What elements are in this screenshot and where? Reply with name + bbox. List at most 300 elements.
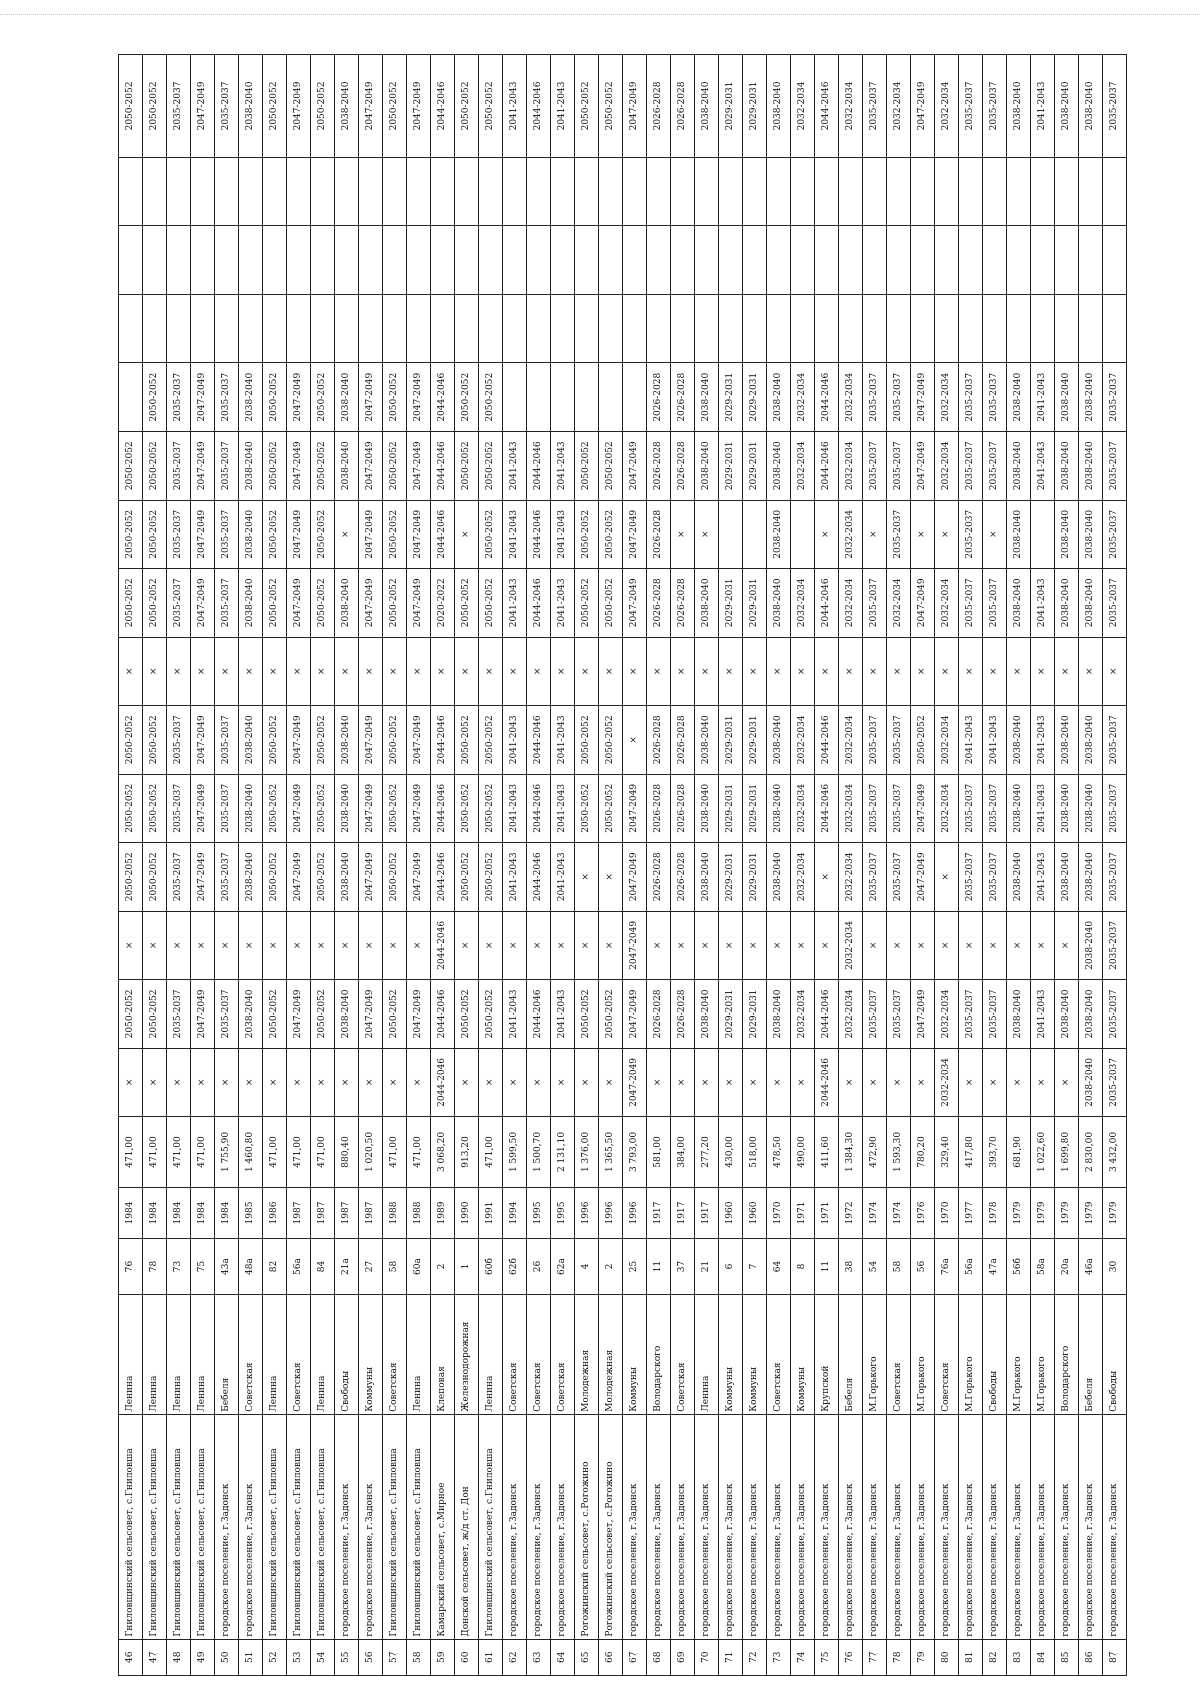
table-cell: 2038-2040 bbox=[239, 843, 263, 912]
table-cell: 2044-2046 bbox=[815, 55, 839, 158]
table-cell: 2035-2037 bbox=[983, 843, 1007, 912]
table-cell: 2032-2034 bbox=[791, 569, 815, 638]
repair-schedule-table bbox=[118, 54, 1127, 1676]
table-cell: × bbox=[359, 911, 383, 980]
table-cell: 55 bbox=[335, 1639, 359, 1675]
table-cell: 1988 bbox=[383, 1187, 407, 1238]
table-cell: 79 bbox=[911, 1639, 935, 1675]
table-cell: 11 bbox=[815, 1239, 839, 1295]
table-cell: 2050-2052 bbox=[143, 774, 167, 843]
table-cell: 2038-2040 bbox=[1055, 980, 1079, 1049]
table-row bbox=[215, 55, 239, 1676]
table-cell: 2029-2031 bbox=[743, 55, 767, 158]
table-cell: × bbox=[1103, 637, 1127, 706]
table-cell: 60б bbox=[479, 1239, 503, 1295]
table-cell: × bbox=[407, 637, 431, 706]
table-row bbox=[863, 55, 887, 1676]
table-cell: 2029-2031 bbox=[743, 774, 767, 843]
table-cell: 54 bbox=[863, 1239, 887, 1295]
table-cell: 2050-2052 bbox=[455, 569, 479, 638]
table-cell: × bbox=[935, 843, 959, 912]
table-cell: 2050-2052 bbox=[311, 774, 335, 843]
table-cell bbox=[119, 157, 143, 226]
table-cell bbox=[647, 294, 671, 363]
table-cell: 2050-2052 bbox=[263, 843, 287, 912]
table-cell bbox=[911, 226, 935, 295]
table-cell: 2035-2037 bbox=[167, 432, 191, 501]
table-cell: 2041-2043 bbox=[551, 432, 575, 501]
table-cell: 56 bbox=[911, 1239, 935, 1295]
table-cell bbox=[959, 294, 983, 363]
table-cell: × bbox=[599, 637, 623, 706]
table-cell: 2035-2037 bbox=[863, 55, 887, 158]
table-cell: 54 bbox=[311, 1639, 335, 1675]
table-cell: городское поселение, г.Задонск bbox=[215, 1414, 239, 1639]
table-cell: 2050-2052 bbox=[575, 706, 599, 775]
table-cell: × bbox=[335, 500, 359, 569]
table-cell: 2032-2034 bbox=[935, 432, 959, 501]
table-cell bbox=[287, 294, 311, 363]
table-cell: 2050-2052 bbox=[383, 363, 407, 432]
table-cell bbox=[191, 157, 215, 226]
table-cell: 2050-2052 bbox=[311, 980, 335, 1049]
table-cell: 2050-2052 bbox=[143, 569, 167, 638]
table-cell: 2047-2049 bbox=[911, 55, 935, 158]
table-cell: × bbox=[503, 911, 527, 980]
table-cell: 2047-2049 bbox=[287, 843, 311, 912]
table-cell: 2044-2046 bbox=[431, 911, 455, 980]
table-row bbox=[191, 55, 215, 1676]
table-cell: × bbox=[455, 911, 479, 980]
table-cell: 2044-2046 bbox=[815, 706, 839, 775]
table-cell: × bbox=[695, 500, 719, 569]
table-cell: 84 bbox=[1031, 1639, 1055, 1675]
table-cell: 411,60 bbox=[815, 1117, 839, 1188]
table-cell bbox=[575, 157, 599, 226]
table-cell: 518,00 bbox=[743, 1117, 767, 1188]
table-cell: 2038-2040 bbox=[767, 843, 791, 912]
table-cell: 2041-2043 bbox=[983, 706, 1007, 775]
table-cell bbox=[983, 294, 1007, 363]
table-cell: 62а bbox=[551, 1239, 575, 1295]
table-cell: 2041-2043 bbox=[551, 55, 575, 158]
table-cell bbox=[599, 226, 623, 295]
table-cell: 2047-2049 bbox=[287, 980, 311, 1049]
table-cell: 1960 bbox=[719, 1187, 743, 1238]
table-cell: 2044-2046 bbox=[527, 569, 551, 638]
table-cell: 2035-2037 bbox=[959, 500, 983, 569]
table-row bbox=[623, 55, 647, 1676]
table-cell: × bbox=[863, 637, 887, 706]
table-cell: 1987 bbox=[335, 1187, 359, 1238]
table-cell: 2041-2043 bbox=[551, 706, 575, 775]
table-cell: × bbox=[455, 1048, 479, 1117]
table-cell bbox=[359, 226, 383, 295]
table-cell: 2035-2037 bbox=[887, 980, 911, 1049]
table-cell: 2038-2040 bbox=[695, 980, 719, 1049]
table-cell: М.Горького bbox=[1007, 1294, 1031, 1414]
table-cell: 2035-2037 bbox=[983, 55, 1007, 158]
table-cell: 2035-2037 bbox=[959, 363, 983, 432]
table-cell bbox=[479, 157, 503, 226]
table-cell: 2050-2052 bbox=[599, 980, 623, 1049]
table-cell: 2044-2046 bbox=[431, 363, 455, 432]
table-cell: 2047-2049 bbox=[407, 774, 431, 843]
table-cell: × bbox=[695, 1048, 719, 1117]
table-cell: городское поселение, г.Задонск bbox=[791, 1414, 815, 1639]
table-cell: × bbox=[143, 911, 167, 980]
table-cell: 2050-2052 bbox=[383, 55, 407, 158]
table-cell: 2041-2043 bbox=[503, 432, 527, 501]
table-cell: 2038-2040 bbox=[239, 980, 263, 1049]
table-cell: × bbox=[983, 911, 1007, 980]
table-cell: 1996 bbox=[599, 1187, 623, 1238]
table-cell: 2047-2049 bbox=[407, 569, 431, 638]
table-row bbox=[527, 55, 551, 1676]
table-cell: 2038-2040 bbox=[1079, 432, 1103, 501]
table-row bbox=[911, 55, 935, 1676]
table-cell: 2050-2052 bbox=[263, 980, 287, 1049]
table-cell: 1960 bbox=[743, 1187, 767, 1238]
table-cell: 56б bbox=[1007, 1239, 1031, 1295]
table-cell: 2038-2040 bbox=[335, 569, 359, 638]
table-cell: 1 699,80 bbox=[1055, 1117, 1079, 1188]
table-cell: 2044-2046 bbox=[815, 1048, 839, 1117]
table-cell bbox=[143, 226, 167, 295]
table-cell: Гниловщинский сельсовет, с.Гниловша bbox=[263, 1414, 287, 1639]
table-cell bbox=[311, 294, 335, 363]
table-cell: 2038-2040 bbox=[1079, 1048, 1103, 1117]
table-cell: 48 bbox=[167, 1639, 191, 1675]
table-cell: городское поселение, г.Задонск bbox=[935, 1414, 959, 1639]
table-cell: 2047-2049 bbox=[191, 55, 215, 158]
table-cell bbox=[1007, 294, 1031, 363]
table-cell bbox=[407, 226, 431, 295]
table-cell: 2038-2040 bbox=[1007, 55, 1031, 158]
table-cell bbox=[959, 157, 983, 226]
table-cell: Железнодорожная bbox=[455, 1294, 479, 1414]
table-cell: Свободы bbox=[1103, 1294, 1127, 1414]
table-cell: 1994 bbox=[503, 1187, 527, 1238]
table-cell bbox=[143, 294, 167, 363]
table-cell: 2035-2037 bbox=[1103, 911, 1127, 980]
table-cell bbox=[575, 363, 599, 432]
table-cell: 2041-2043 bbox=[551, 774, 575, 843]
table-cell: городское поселение, г.Задонск bbox=[743, 1414, 767, 1639]
table-cell: М.Горького bbox=[863, 1294, 887, 1414]
table-cell: 11 bbox=[647, 1239, 671, 1295]
table-cell: × bbox=[959, 637, 983, 706]
table-cell: × bbox=[1055, 911, 1079, 980]
table-cell: 880,40 bbox=[335, 1117, 359, 1188]
table-row bbox=[1031, 55, 1055, 1676]
table-cell: 2038-2040 bbox=[239, 569, 263, 638]
table-cell: Молодежная bbox=[599, 1294, 623, 1414]
table-cell: × bbox=[743, 911, 767, 980]
table-cell: × bbox=[671, 637, 695, 706]
table-cell: Гниловщинский сельсовет, с.Гниловша bbox=[479, 1414, 503, 1639]
table-cell: 2032-2034 bbox=[839, 980, 863, 1049]
table-cell bbox=[911, 157, 935, 226]
table-cell: 2038-2040 bbox=[335, 55, 359, 158]
table-cell: 2038-2040 bbox=[1079, 706, 1103, 775]
table-cell bbox=[503, 157, 527, 226]
table-cell: 2038-2040 bbox=[1055, 569, 1079, 638]
table-cell: 67 bbox=[623, 1639, 647, 1675]
table-cell: × bbox=[935, 637, 959, 706]
table-cell: 2032-2034 bbox=[839, 706, 863, 775]
table-cell: × bbox=[1055, 637, 1079, 706]
table-cell: Ленина bbox=[407, 1294, 431, 1414]
table-cell: 2032-2034 bbox=[839, 911, 863, 980]
table-cell: 2050-2052 bbox=[383, 774, 407, 843]
table-cell bbox=[359, 294, 383, 363]
table-cell: 2035-2037 bbox=[1103, 980, 1127, 1049]
table-cell: × bbox=[383, 637, 407, 706]
table-cell bbox=[383, 226, 407, 295]
table-row bbox=[767, 55, 791, 1676]
table-cell: 49 bbox=[191, 1639, 215, 1675]
table-cell: 2050-2052 bbox=[263, 569, 287, 638]
table-cell bbox=[1079, 157, 1103, 226]
table-cell: 2035-2037 bbox=[887, 500, 911, 569]
table-cell: 2047-2049 bbox=[359, 55, 383, 158]
table-cell: 2035-2037 bbox=[215, 569, 239, 638]
table-cell: 2038-2040 bbox=[767, 706, 791, 775]
table-cell: 2038-2040 bbox=[695, 432, 719, 501]
table-cell: 2026-2028 bbox=[647, 500, 671, 569]
table-row bbox=[455, 55, 479, 1676]
table-cell: 2035-2037 bbox=[1103, 706, 1127, 775]
table-cell: 2050-2052 bbox=[263, 706, 287, 775]
table-cell: × bbox=[839, 637, 863, 706]
table-cell bbox=[239, 226, 263, 295]
table-cell bbox=[887, 226, 911, 295]
table-row bbox=[959, 55, 983, 1676]
table-cell: 2035-2037 bbox=[887, 706, 911, 775]
table-cell: 2047-2049 bbox=[287, 500, 311, 569]
table-cell: 2038-2040 bbox=[767, 432, 791, 501]
table-cell: 2047-2049 bbox=[191, 706, 215, 775]
table-cell: × bbox=[287, 637, 311, 706]
table-cell: 2041-2043 bbox=[551, 980, 575, 1049]
table-cell: 277,20 bbox=[695, 1117, 719, 1188]
table-cell: 2026-2028 bbox=[647, 980, 671, 1049]
table-cell: 2029-2031 bbox=[719, 569, 743, 638]
table-cell: 1977 bbox=[959, 1187, 983, 1238]
table-cell: 2050-2052 bbox=[575, 774, 599, 843]
table-cell bbox=[1079, 226, 1103, 295]
table-cell: городское поселение, г.Задонск bbox=[863, 1414, 887, 1639]
table-cell: 2029-2031 bbox=[743, 363, 767, 432]
table-cell: 2038-2040 bbox=[335, 363, 359, 432]
table-cell: Рогожинский сельсовет, с.Рогожино bbox=[599, 1414, 623, 1639]
table-cell: 2050-2052 bbox=[911, 706, 935, 775]
table-cell bbox=[167, 294, 191, 363]
table-cell: × bbox=[983, 1048, 1007, 1117]
table-cell: 1 022,60 bbox=[1031, 1117, 1055, 1188]
table-cell: × bbox=[143, 637, 167, 706]
table-cell: городское поселение, г.Задонск bbox=[1031, 1414, 1055, 1639]
table-cell: 20а bbox=[1055, 1239, 1079, 1295]
table-cell: 2026-2028 bbox=[647, 569, 671, 638]
table-cell: 2044-2046 bbox=[431, 500, 455, 569]
table-cell: 3 793,00 bbox=[623, 1117, 647, 1188]
table-cell: 490,00 bbox=[791, 1117, 815, 1188]
table-cell: 417,80 bbox=[959, 1117, 983, 1188]
table-cell: 78 bbox=[143, 1239, 167, 1295]
table-cell: 1917 bbox=[647, 1187, 671, 1238]
table-cell: 2038-2040 bbox=[1079, 569, 1103, 638]
table-cell: 21 bbox=[695, 1239, 719, 1295]
table-cell: 1996 bbox=[623, 1187, 647, 1238]
table-cell: × bbox=[599, 843, 623, 912]
table-cell bbox=[263, 294, 287, 363]
table-cell: 1987 bbox=[311, 1187, 335, 1238]
table-cell: 2026-2028 bbox=[671, 432, 695, 501]
table-cell: городское поселение, г.Задонск bbox=[887, 1414, 911, 1639]
table-cell: 2029-2031 bbox=[719, 432, 743, 501]
table-cell: 2026-2028 bbox=[647, 706, 671, 775]
table-cell: 53 bbox=[287, 1639, 311, 1675]
table-cell: 2035-2037 bbox=[215, 432, 239, 501]
table-cell: × bbox=[815, 843, 839, 912]
table-cell: 2035-2037 bbox=[863, 774, 887, 843]
table-cell: 52 bbox=[263, 1639, 287, 1675]
table-cell bbox=[623, 294, 647, 363]
table-cell: × bbox=[575, 1048, 599, 1117]
table-cell: городское поселение, г.Задонск bbox=[647, 1414, 671, 1639]
table-cell: 2047-2049 bbox=[911, 363, 935, 432]
table-cell bbox=[695, 294, 719, 363]
table-cell: 471,00 bbox=[311, 1117, 335, 1188]
table-cell: 2044-2046 bbox=[815, 980, 839, 1049]
table-cell: × bbox=[767, 637, 791, 706]
table-cell: 62б bbox=[503, 1239, 527, 1295]
table-cell: городское поселение, г.Задонск bbox=[623, 1414, 647, 1639]
table-cell: 2032-2034 bbox=[839, 843, 863, 912]
table-cell: 2032-2034 bbox=[791, 363, 815, 432]
table-cell: 2044-2046 bbox=[431, 980, 455, 1049]
table-cell: 2047-2049 bbox=[191, 432, 215, 501]
table-cell: × bbox=[551, 1048, 575, 1117]
table-cell: 4 bbox=[575, 1239, 599, 1295]
table-cell: 2035-2037 bbox=[215, 980, 239, 1049]
table-row bbox=[383, 55, 407, 1676]
table-row bbox=[671, 55, 695, 1676]
table-cell: городское поселение, г.Задонск bbox=[359, 1414, 383, 1639]
table-row bbox=[1007, 55, 1031, 1676]
table-cell: 2050-2052 bbox=[383, 569, 407, 638]
table-cell: 472,90 bbox=[863, 1117, 887, 1188]
table-cell: × bbox=[167, 1048, 191, 1117]
table-cell: Бебеля bbox=[1079, 1294, 1103, 1414]
table-row bbox=[815, 55, 839, 1676]
table-cell: 2038-2040 bbox=[1055, 432, 1079, 501]
table-cell: × bbox=[551, 637, 575, 706]
table-cell: × bbox=[311, 637, 335, 706]
table-cell: 2038-2040 bbox=[1007, 774, 1031, 843]
table-cell: 56а bbox=[287, 1239, 311, 1295]
table-row bbox=[479, 55, 503, 1676]
table-cell: 2050-2052 bbox=[455, 55, 479, 158]
table-cell: × bbox=[335, 1048, 359, 1117]
table-cell: × bbox=[167, 637, 191, 706]
table-cell: × bbox=[695, 911, 719, 980]
table-cell: 2047-2049 bbox=[191, 569, 215, 638]
table-cell: Ленина bbox=[119, 1294, 143, 1414]
table-cell: × bbox=[983, 500, 1007, 569]
table-cell bbox=[239, 157, 263, 226]
table-cell: 2050-2052 bbox=[143, 843, 167, 912]
table-cell: Гниловщинский сельсовет, с.Гниловша bbox=[191, 1414, 215, 1639]
table-cell: × bbox=[575, 843, 599, 912]
table-cell: 2050-2052 bbox=[263, 363, 287, 432]
table-cell: 2050-2052 bbox=[143, 55, 167, 158]
table-cell: 58а bbox=[1031, 1239, 1055, 1295]
table-cell bbox=[503, 363, 527, 432]
table-row bbox=[695, 55, 719, 1676]
table-row bbox=[743, 55, 767, 1676]
table-cell: 2038-2040 bbox=[1007, 569, 1031, 638]
table-cell bbox=[263, 157, 287, 226]
table-cell: 471,00 bbox=[191, 1117, 215, 1188]
table-cell: 2047-2049 bbox=[359, 706, 383, 775]
table-cell: 2047-2049 bbox=[623, 500, 647, 569]
table-cell: 2032-2034 bbox=[839, 432, 863, 501]
table-cell: 2038-2040 bbox=[695, 569, 719, 638]
table-cell: 78 bbox=[887, 1639, 911, 1675]
table-cell: Советская bbox=[239, 1294, 263, 1414]
table-cell: 87 bbox=[1103, 1639, 1127, 1675]
table-cell: 83 bbox=[1007, 1639, 1031, 1675]
table-cell: 2050-2052 bbox=[263, 55, 287, 158]
table-cell: 2035-2037 bbox=[959, 432, 983, 501]
table-cell: Советская bbox=[767, 1294, 791, 1414]
table-cell bbox=[983, 157, 1007, 226]
table-cell: 72 bbox=[743, 1639, 767, 1675]
table-cell: 2038-2040 bbox=[239, 706, 263, 775]
table-cell: 2044-2046 bbox=[431, 706, 455, 775]
table-cell: 2035-2037 bbox=[167, 774, 191, 843]
table-row bbox=[719, 55, 743, 1676]
table-cell: × bbox=[1007, 637, 1031, 706]
table-row bbox=[1103, 55, 1127, 1676]
table-cell: 2041-2043 bbox=[1031, 980, 1055, 1049]
table-cell: × bbox=[815, 637, 839, 706]
table-cell: Гниловщинский сельсовет, с.Гниловша bbox=[143, 1414, 167, 1639]
table-cell bbox=[863, 226, 887, 295]
table-cell: 2029-2031 bbox=[743, 843, 767, 912]
table-cell: 2050-2052 bbox=[599, 774, 623, 843]
table-cell: 1985 bbox=[239, 1187, 263, 1238]
table-cell: городское поселение, г.Задонск bbox=[335, 1414, 359, 1639]
table-cell: 2050-2052 bbox=[479, 774, 503, 843]
table-cell bbox=[1103, 157, 1127, 226]
table-cell: 47 bbox=[143, 1639, 167, 1675]
table-cell bbox=[623, 226, 647, 295]
table-cell: × bbox=[527, 911, 551, 980]
table-cell: × bbox=[671, 500, 695, 569]
table-cell: 2041-2043 bbox=[503, 569, 527, 638]
table-cell: 2050-2052 bbox=[119, 706, 143, 775]
table-cell: 2020-2022 bbox=[431, 569, 455, 638]
table-cell: 71 bbox=[719, 1639, 743, 1675]
table-cell: 2047-2049 bbox=[911, 980, 935, 1049]
table-cell: × bbox=[383, 911, 407, 980]
table-cell: 471,00 bbox=[119, 1117, 143, 1188]
table-cell: × bbox=[719, 1048, 743, 1117]
